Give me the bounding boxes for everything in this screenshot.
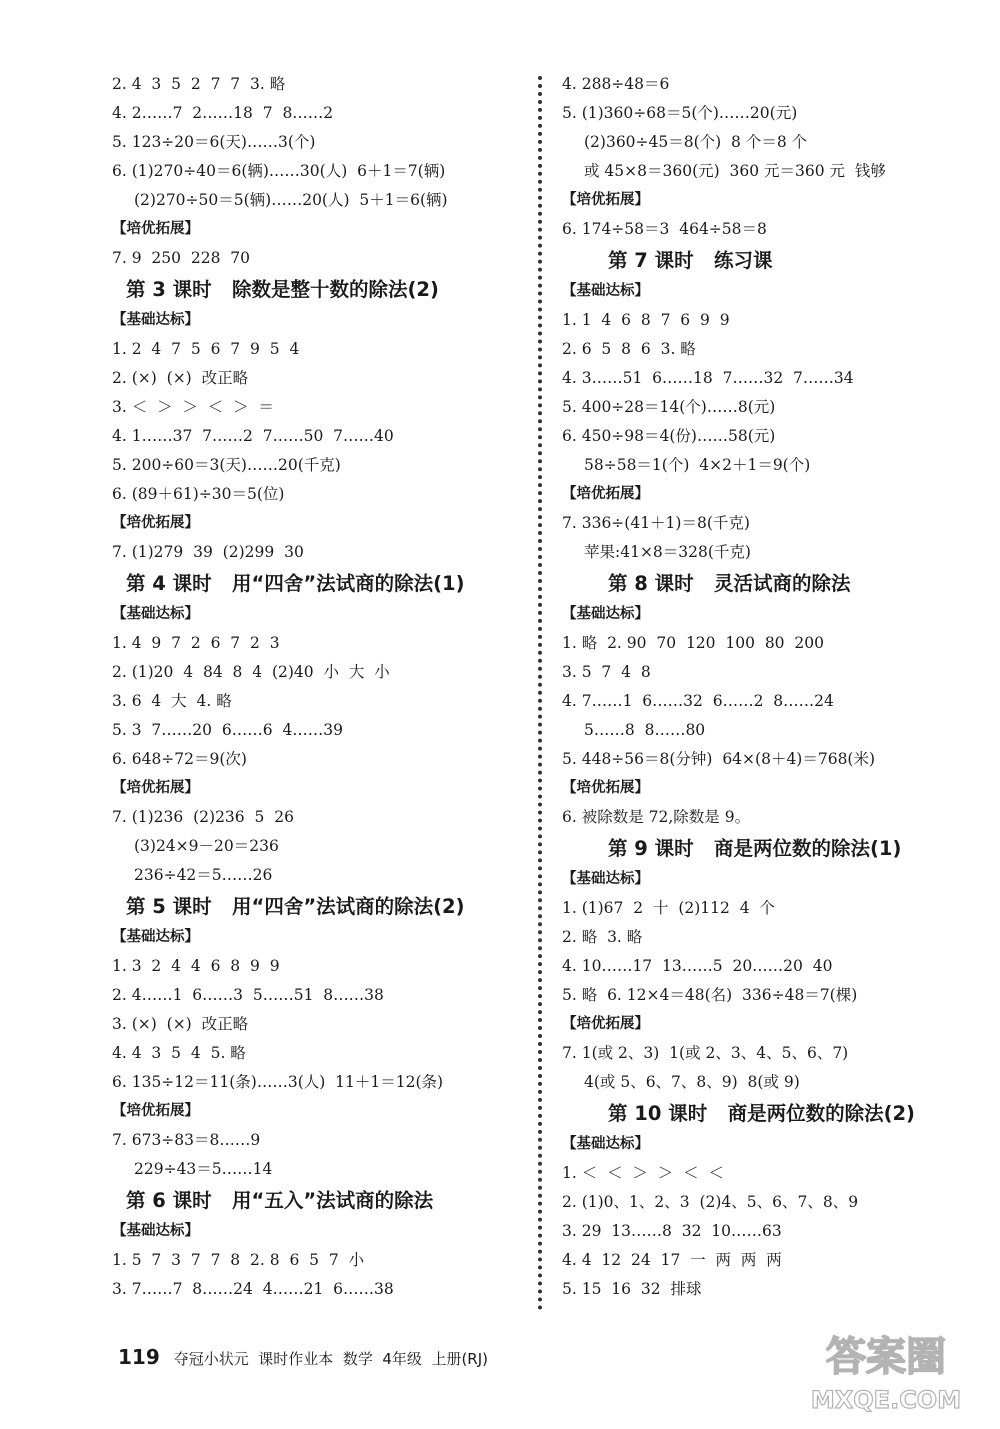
answer-line: 4. 2……7 2……18 7 8……2 [112,104,334,122]
answer-line: 1. 5 7 3 7 7 8 2. 8 6 5 7 小 [112,1251,365,1269]
answer-line: 4(或 5、6、7、8、9) 8(或 9) [584,1073,800,1091]
lesson-heading: 第 3 课时 除数是整十数的除法(2) [126,278,439,301]
section-label: 【培优拓展】 [112,221,199,237]
lesson-heading: 第 8 课时 灵活试商的除法 [608,572,851,595]
section-label: 【培优拓展】 [562,1016,649,1032]
answer-line: 6. 被除数是 72,除数是 9。 [562,808,751,826]
answer-line: 4. 288÷48＝6 [562,75,670,93]
answer-line: 2. 略 3. 略 [562,928,643,946]
answer-line: 3. (×) (×) 改正略 [112,1015,249,1033]
watermark-top-text: 答案圈 [826,1334,946,1380]
right-answer-column [562,70,972,1304]
section-label: 【基础达标】 [112,606,199,622]
answer-line: 或 45×8＝360(元) 360 元＝360 元 钱够 [584,162,886,180]
answer-line: 3. ＜ ＞ ＞ ＜ ＞ ＝ [112,398,274,416]
answer-line: 7. 9 250 228 70 [112,249,251,267]
answer-line: (2)360÷45＝8(个) 8 个＝8 个 [584,133,808,151]
lesson-heading: 第 5 课时 用“四舍”法试商的除法(2) [126,895,465,918]
section-label: 【培优拓展】 [562,486,649,502]
answer-line: 5. 15 16 32 排球 [562,1280,702,1298]
answer-line: 236÷42＝5……26 [134,866,273,884]
answer-line: 6. 174÷58＝3 464÷58＝8 [562,220,767,238]
section-label: 【基础达标】 [112,312,199,328]
answer-line: 4. 4 12 24 17 一 两 两 两 [562,1251,782,1269]
section-label: 【培优拓展】 [562,192,649,208]
watermark-logo [796,1318,976,1418]
section-label: 【基础达标】 [562,871,649,887]
answer-line: 58÷58＝1(个) 4×2＋1＝9(个) [584,456,811,474]
answer-line: 5. 123÷20＝6(天)……3(个) [112,133,316,151]
answer-line: 1. 2 4 7 5 6 7 9 5 4 [112,340,300,358]
answer-line: 7. (1)279 39 (2)299 30 [112,543,304,561]
section-label: 【基础达标】 [562,1136,649,1152]
answer-line: 7. (1)236 (2)236 5 26 [112,808,294,826]
answer-line: 3. 5 7 4 8 [562,663,651,681]
answer-line: 5. 400÷28＝14(个)……8(元) [562,398,776,416]
answer-line: 229÷43＝5……14 [134,1160,273,1178]
answer-line: 4. 4 3 5 4 5. 略 [112,1044,246,1062]
section-label: 【培优拓展】 [112,780,199,796]
answer-line: (2)270÷50＝5(辆)……20(人) 5＋1＝6(辆) [134,191,448,209]
answer-line: 5. 200÷60＝3(天)……20(千克) [112,456,341,474]
answer-line: 2. (1)20 4 84 8 4 (2)40 小 大 小 [112,663,390,681]
answer-line: 3. 7……7 8……24 4……21 6……38 [112,1280,394,1298]
lesson-heading: 第 10 课时 商是两位数的除法(2) [608,1102,915,1125]
answer-line: 4. 1……37 7……2 7……50 7……40 [112,427,394,445]
answer-line: 2. 6 5 8 6 3. 略 [562,340,696,358]
answer-line: 1. 略 2. 90 70 120 100 80 200 [562,634,824,652]
answer-line: 3. 6 4 大 4. 略 [112,692,232,710]
section-label: 【基础达标】 [562,283,649,299]
answer-line: 4. 10……17 13……5 20……20 40 [562,957,833,975]
answer-line: 7. 336÷(41＋1)＝8(千克) [562,514,750,532]
answer-line: 6. (89＋61)÷30＝5(位) [112,485,285,503]
answer-line: 1. (1)67 2 十 (2)112 4 个 [562,899,775,917]
answer-line: 7. 673÷83＝8……9 [112,1131,261,1149]
answer-line: 1. 4 9 7 2 6 7 2 3 [112,634,280,652]
answer-line: 4. 7……1 6……32 6……2 8……24 [562,692,834,710]
section-label: 【基础达标】 [112,1223,199,1239]
answer-line: 5. 448÷56＝8(分钟) 64×(8＋4)＝768(米) [562,750,876,768]
page-footer [118,1340,488,1374]
answer-line: 4. 3……51 6……18 7……32 7……34 [562,369,854,387]
answer-line: 6. 648÷72＝9(次) [112,750,247,768]
answer-line: 6. 450÷98＝4(份)……58(元) [562,427,776,445]
answer-line: 苹果:41×8＝328(千克) [584,543,751,561]
lesson-heading: 第 6 课时 用“五入”法试商的除法 [126,1189,434,1212]
lesson-heading: 第 4 课时 用“四舍”法试商的除法(1) [126,572,465,595]
answer-line: 5. 略 6. 12×4＝48(名) 336÷48＝7(棵) [562,986,858,1004]
lesson-heading: 第 7 课时 练习课 [608,249,773,272]
page-number: 119 [118,1345,160,1369]
answer-line: (3)24×9－20＝236 [134,837,279,855]
answer-line: 1. 1 4 6 8 7 6 9 9 [562,311,730,329]
watermark-bottom-text: MXQE.COM [810,1386,962,1414]
answer-line: 2. 4 3 5 2 7 7 3. 略 [112,75,286,93]
answer-line: 2. (1)0、1、2、3 (2)4、5、6、7、8、9 [562,1193,859,1211]
lesson-heading: 第 9 课时 商是两位数的除法(1) [608,837,902,860]
section-label: 【培优拓展】 [112,1103,199,1119]
answer-line: 2. 4……1 6……3 5……51 8……38 [112,986,384,1004]
section-label: 【培优拓展】 [562,780,649,796]
answer-line: 2. (×) (×) 改正略 [112,369,249,387]
answer-line: 6. 135÷12＝11(条)……3(人) 11＋1＝12(条) [112,1073,444,1091]
column-divider [538,76,542,1311]
answer-line: 5……8 8……80 [584,721,706,739]
book-info: 夺冠小状元 课时作业本 数学 4年级 上册(RJ) [173,1350,488,1368]
answer-line: 7. 1(或 2、3) 1(或 2、3、4、5、6、7) [562,1044,849,1062]
answer-line: 1. 3 2 4 4 6 8 9 9 [112,957,280,975]
answer-line: 5. 3 7……20 6……6 4……39 [112,721,344,739]
section-label: 【基础达标】 [562,606,649,622]
answer-line: 6. (1)270÷40＝6(辆)……30(人) 6＋1＝7(辆) [112,162,446,180]
section-label: 【基础达标】 [112,929,199,945]
left-answer-column [112,70,522,1304]
answer-line: 3. 29 13……8 32 10……63 [562,1222,782,1240]
section-label: 【培优拓展】 [112,515,199,531]
answer-line: 5. (1)360÷68＝5(个)……20(元) [562,104,798,122]
answer-line: 1. ＜ ＜ ＞ ＞ ＜ ＜ [562,1164,724,1182]
